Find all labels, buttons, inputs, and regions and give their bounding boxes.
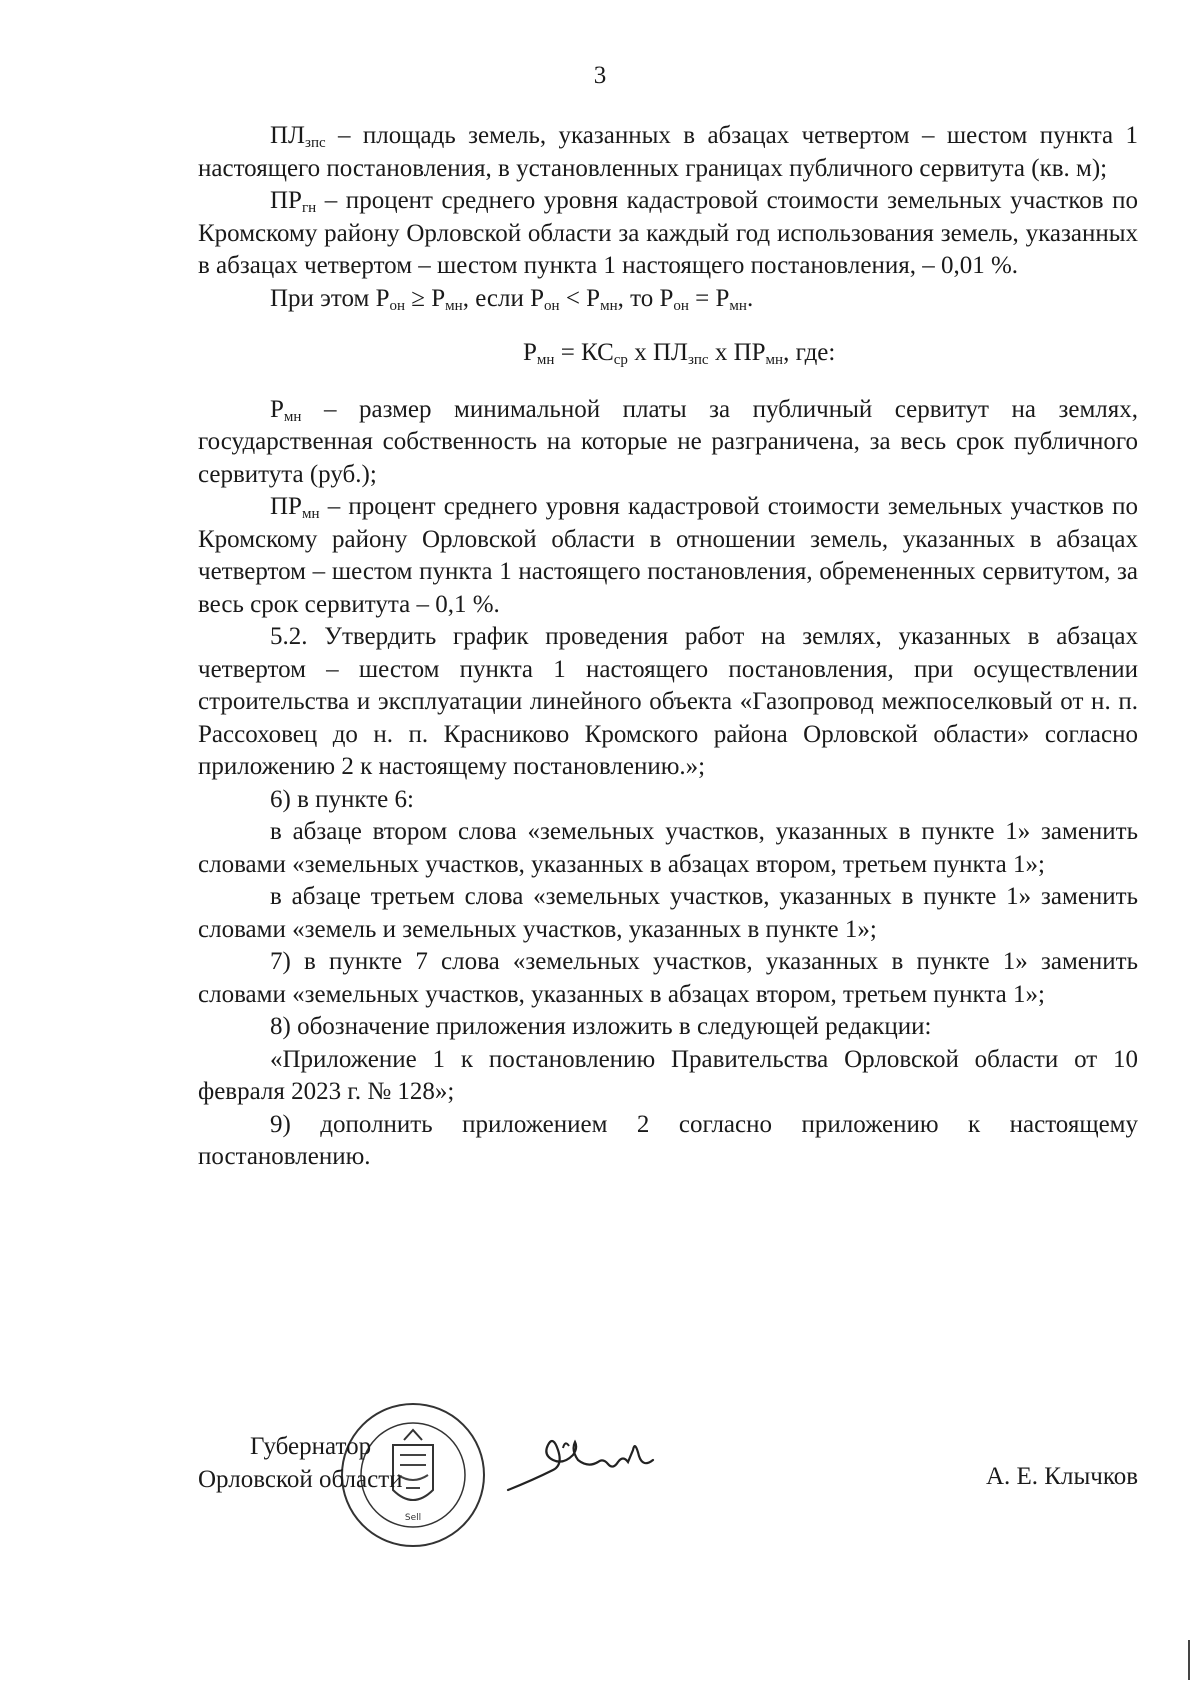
paragraph-rmn-definition: $Р_{мн}$ – размер минимальной платы за публичный сервитут на землях, государственная собственность на которые не разграничена, за весь срок публичного сервитута (руб.);	[198, 395, 1138, 488]
paragraph-prgn: $ПР_{гн}$ – процент среднего уровня кадастровой стоимости земельных участков по Кромскому району Орловской области за каждый год использования земель, указанных в абзацах четвертом – шестом пункта 1 настоящего постановления, – 0,01 %.	[198, 187, 1138, 279]
signer-name: А. Е. Клычков	[985, 1463, 1138, 1490]
paragraph-5-2: 5.2. Утвердить график проведения работ на землях, указанных в абзацах четвертом – шестом пункта 1 настоящего постановления, при осуществлении строительства и эксплуатации линейного объекта «Газопровод межпоселковый от н. п. Рассоховец до н. п. Красниково Кромского района Орловской области» согласно приложению 2 к настоящему постановлению.»;	[198, 623, 1138, 780]
paragraph-item-8: 8) обозначение приложения изложить в следующей редакции:	[270, 1013, 932, 1040]
signature-block	[198, 1400, 1138, 1600]
paragraph-item-6: 6) в пункте 6:	[270, 785, 414, 813]
paragraph-item-9: 9) дополнить приложением 2 согласно приложению к настоящему постановлению.	[198, 1110, 1138, 1170]
handwritten-signature	[503, 1420, 663, 1500]
paragraph-plzps: $ПЛ_{зпс}$ – площадь земель, указанных в абзацах четвертом – шестом пункта 1 настоящего постановления, в установленных границах публичного сервитута (кв. м);	[198, 122, 1138, 182]
svg-text:Sell: Sell	[404, 1513, 422, 1523]
paragraph-item-7: 7) в пункте 7 слова «земельных участков, указанных в пункте 1» заменить словами «земельных участков, указанных в абзацах втором, третьем пункта 1»;	[198, 948, 1138, 1008]
paragraph-condition: При этом $Р_{он} \ge Р_{мн}$, если $Р_{он} < Р_{мн}$, то $Р_{он} = Р_{мн}$.	[270, 284, 754, 314]
signer-title: Губернатор Орловской области	[198, 1433, 403, 1493]
formula-rmn: $Р_{мн} = КС_{ср}$ х $ПЛ_{зпс}$ х $ПР_{мн}$, где:	[523, 339, 836, 368]
scan-edge-mark	[1188, 1640, 1190, 1680]
paragraph-item-6-a: в абзаце втором слова «земельных участков, указанных в пункте 1» заменить словами «земельных участков, указанных в абзацах втором, третьем пункта 1»;	[198, 818, 1138, 878]
paragraph-item-6-b: в абзаце третьем слова «земельных участков, указанных в пункте 1» заменить словами «земель и земельных участков, указанных в пункте 1»;	[198, 883, 1138, 943]
paragraph-item-8-text: «Приложение 1 к постановлению Правительства Орловской области от 10 февраля 2023 г. № 128»;	[198, 1045, 1138, 1105]
page-number: 3	[593, 62, 607, 89]
document-body	[198, 120, 1138, 1174]
paragraph-prmn-definition: $ПР_{мн}$ – процент среднего уровня кадастровой стоимости земельных участков по Кромскому району Орловской области в отношении земель, указанных в абзацах четвертом – шестом пункта 1 настоящего постановления, обремененных сервитутом, за весь срок сервитута – 0,1 %.	[198, 493, 1138, 618]
